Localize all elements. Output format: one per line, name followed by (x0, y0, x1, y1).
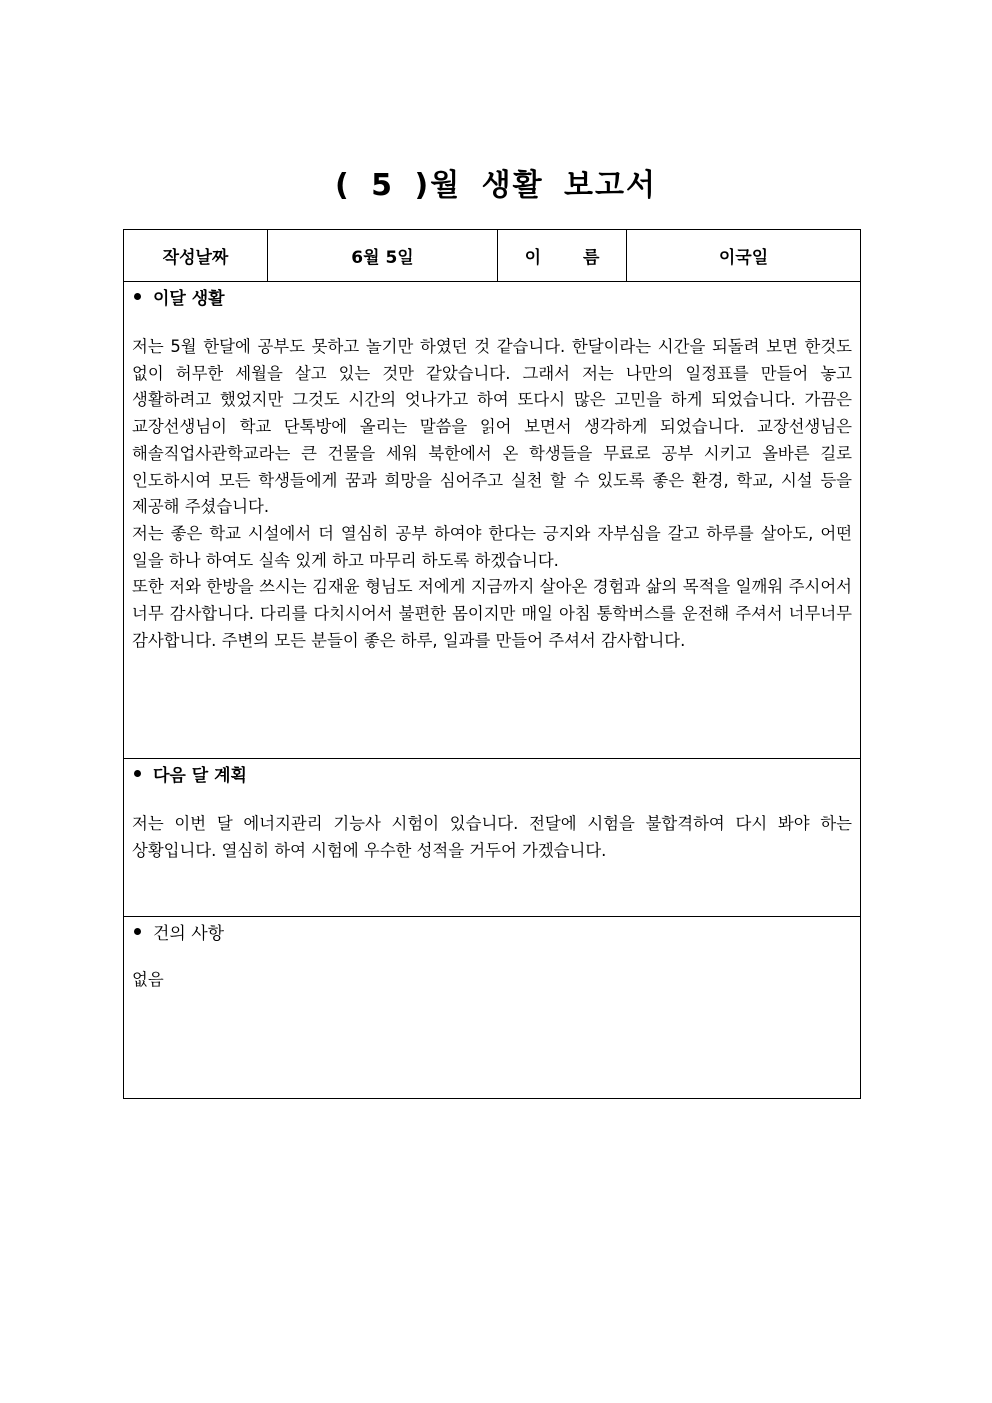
section-heading (134, 761, 247, 785)
name-value: 이국일 (718, 248, 769, 268)
report-table (123, 229, 861, 1099)
name-label (498, 230, 627, 281)
paragraph: 저는 좋은 학교 시설에서 더 열심히 공부 하여야 한다는 긍지와 자부심을 갈고 하루를 살아도, 어떤 일을 하나 하여도 실속 있게 하고 마무리 하도록 하겠습니다. (132, 523, 852, 570)
section-suggestions (124, 917, 860, 1098)
date-label: 작성날짜 (124, 230, 268, 281)
bullet-icon (134, 928, 141, 935)
section-next-month (124, 759, 860, 917)
page-title: ( 5 )월 생활 보고서 (335, 168, 657, 203)
paragraph: 저는 5월 한달에 공부도 못하고 놀기만 하였던 것 같습니다. 한달이라는 시간을 되돌려 보면 한것도 없이 허무한 세월을 살고 있는 것만 같았습니다. 그래서 저는 나만의 일정표를 만들어 놓고 생활하려고 했었지만 그것도 시간의 엇나가고 하여 또다시 많은 고민을 하게 되었습니다. 가끔은 교장선생님이 학교 단톡방에 올리는 말씀을 읽어 보면서 생각하게 되었습니다. 교장선생님은 해솔직업사관학교라는 큰 건물을 세워 북한에서 온 학생들을 무료로 공부 시키고 올바른 길로 인도하시여 모든 학생들에게 꿈과 희망을 심어주고 실천 할 수 있도록 좋은 환경, 학교, 시설 등을 제공해 주셨습니다. (132, 337, 852, 517)
section-body (132, 811, 852, 864)
section-this-month (124, 282, 860, 759)
paragraph: 또한 저와 한방을 쓰시는 김재윤 형님도 저에게 지금까지 살아온 경험과 삶의 목적을 일깨워 주시어서 너무 감사합니다. 다리를 다치시어서 불편한 몸이지만 매일 아침 통학버스를 운전해 주셔서 너무너무 감사합니다. 주변의 모든 분들이 좋은 하루, 일과를 만들어 주셔서 감사합니다. (132, 577, 852, 650)
name-label-text: 이 름 (524, 248, 618, 268)
paragraph: 저는 이번 달 에너지관리 기능사 시험이 있습니다. 전달에 시험을 불합격하여 다시 봐야 하는 상황입니다. 열심히 하여 시험에 우수한 성적을 거두어 가겠습니다. (132, 814, 852, 860)
header-row (124, 230, 860, 282)
section-body (132, 967, 852, 994)
section-heading (134, 919, 224, 943)
paragraph: 없음 (132, 970, 164, 989)
section-heading-text: 다음 달 계획 (153, 765, 247, 786)
bullet-icon (134, 293, 141, 300)
section-body (132, 334, 852, 654)
bullet-icon (134, 770, 141, 777)
section-heading-text: 이달 생활 (153, 288, 225, 309)
date-value: 6월 5일 (268, 230, 498, 281)
section-heading-text: 건의 사항 (153, 923, 225, 944)
section-heading (134, 284, 225, 308)
